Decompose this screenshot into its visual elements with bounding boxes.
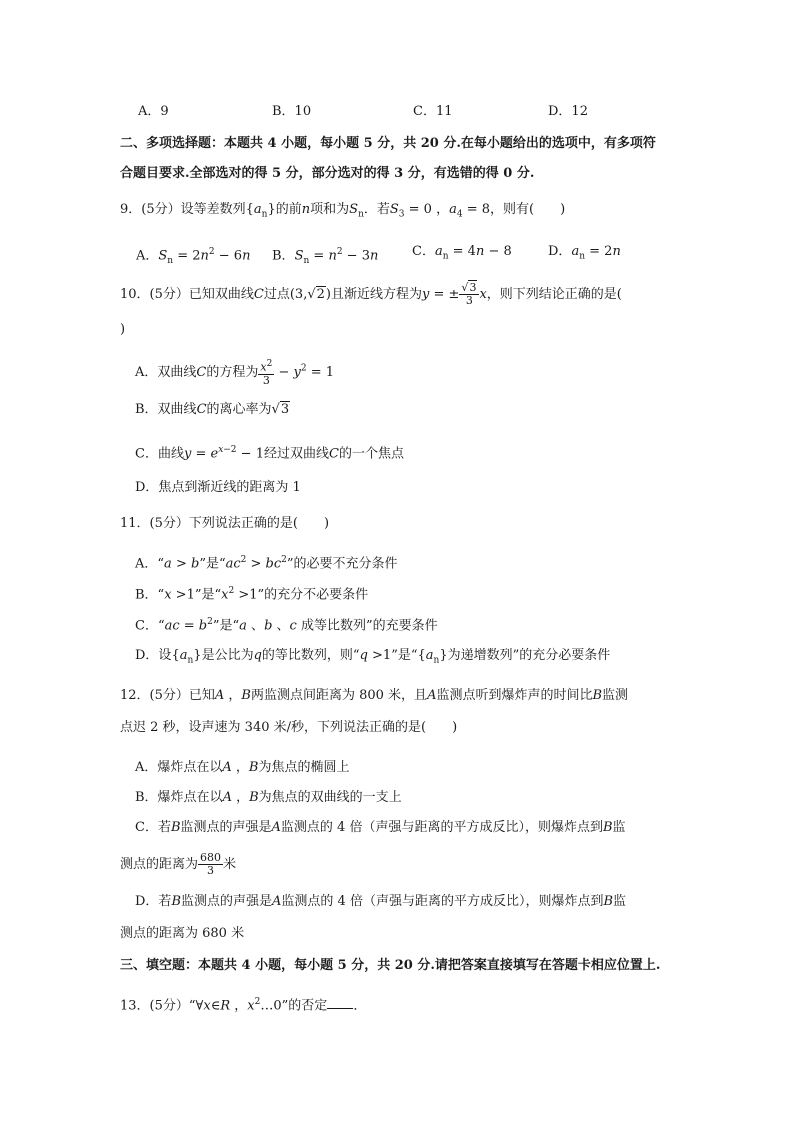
q12-stem-cont: 点迟 2 秒，设声速为 340 米/秒，下列说法正确的是( ) <box>120 720 458 735</box>
q12-option-d-cont: 测点的距离为 680 米 <box>120 926 245 941</box>
section3-heading: 三、填空题：本题共 4 小题，每小题 5 分，共 20 分.请把答案直接填写在答题卡相应位置上. <box>120 958 661 973</box>
q8-option-b: B．10 <box>272 104 312 119</box>
fraction: $\frac{x^2}{3}$ <box>260 359 273 387</box>
q11-option-c: C．“ac = $b^2$”是“a 、b 、c 成等比数列”的充要条件 <box>135 617 438 634</box>
q11-option-a: A．“a > b”是“$ac^2 > bc^2$”的必要不充分条件 <box>135 555 398 572</box>
q10-option-a: A．双曲线C的方程为 $\frac{x^2}{3}$ − $y^2 = 1$ <box>135 359 335 387</box>
q8-option-a: A．9 <box>138 104 169 119</box>
q9-option-a: A．$S_n = 2n^2 - 6n$ <box>136 247 251 266</box>
q9-stem: 9．(5分）设等差数列$\{a_n\}$的前n项和为$S_n$．若$S_3 = 0$ ，$a_4 = 8$，则有( ) <box>120 202 566 220</box>
q10-stem: 10．(5分）已知双曲线C过点(3,√2)且渐近线方程为y = ± $\frac{√3}{3}$ x，则下列结论正确的是( <box>120 281 622 307</box>
q10-option-d: D．焦点到渐近线的距离为 1 <box>135 480 301 495</box>
q10-option-c: C．曲线$y = e^{x-2} - 1$经过双曲线C的一个焦点 <box>135 445 404 462</box>
q12-option-c-cont: 测点的距离为 $\frac{680}{3}$ 米 <box>120 851 237 877</box>
fraction: $\frac{√3}{3}$ <box>459 282 479 307</box>
section2-heading: 二、多项选择题：本题共 4 小题，每小题 5 分，共 20 分.在每小题给出的选项中，有多项符 <box>120 136 656 151</box>
q9-option-b: B．$S_n = n^2 - 3n$ <box>272 247 379 266</box>
q9-option-c: C．$a_n = 4n - 8$ <box>412 244 512 262</box>
answer-blank[interactable] <box>327 996 353 1009</box>
q11-option-b: B．“x >1”是“$x^2 >1$”的充分不必要条件 <box>135 586 369 603</box>
q12-option-a: A．爆炸点在以A ，B为焦点的椭圆上 <box>135 760 350 775</box>
q12-option-d: D．若B监测点的声强是A监测点的 4 倍（声强与距离的平方成反比），则爆炸点到B监 <box>135 894 627 909</box>
q11-stem: 11．(5分）下列说法正确的是( ) <box>120 516 330 531</box>
q12-option-c: C．若B监测点的声强是A监测点的 4 倍（声强与距离的平方成反比），则爆炸点到B监 <box>135 820 626 835</box>
section2-heading-cont: 合题目要求.全部选对的得 5 分，部分选对的得 3 分，有选错的得 0 分. <box>120 166 535 181</box>
q9-option-d: D．$a_n = 2n$ <box>548 244 621 262</box>
q11-option-d: D．设$\{a_n\}$是公比为q的等比数列，则“q >1”是“$\{a_n\}$为递增数列”的充分必要条件 <box>135 648 611 666</box>
q10-stem-cont: ) <box>120 322 126 337</box>
q8-option-d: D．12 <box>548 104 588 119</box>
fraction: $\frac{680}{3}$ <box>200 851 222 877</box>
q10-option-b: B．双曲线C的离心率为√3 <box>135 402 290 417</box>
q13-stem: 13．(5分）“∀x∈R ，$x^2\dots 0$”的否定 ． <box>120 997 367 1014</box>
q12-stem: 12．(5分）已知A ，B两监测点间距离为 800 米，且A监测点听到爆炸声的时间比B监测 <box>120 688 629 703</box>
q8-option-c: C．11 <box>413 104 453 119</box>
q12-option-b: B．爆炸点在以A ，B为焦点的双曲线的一支上 <box>135 790 402 805</box>
